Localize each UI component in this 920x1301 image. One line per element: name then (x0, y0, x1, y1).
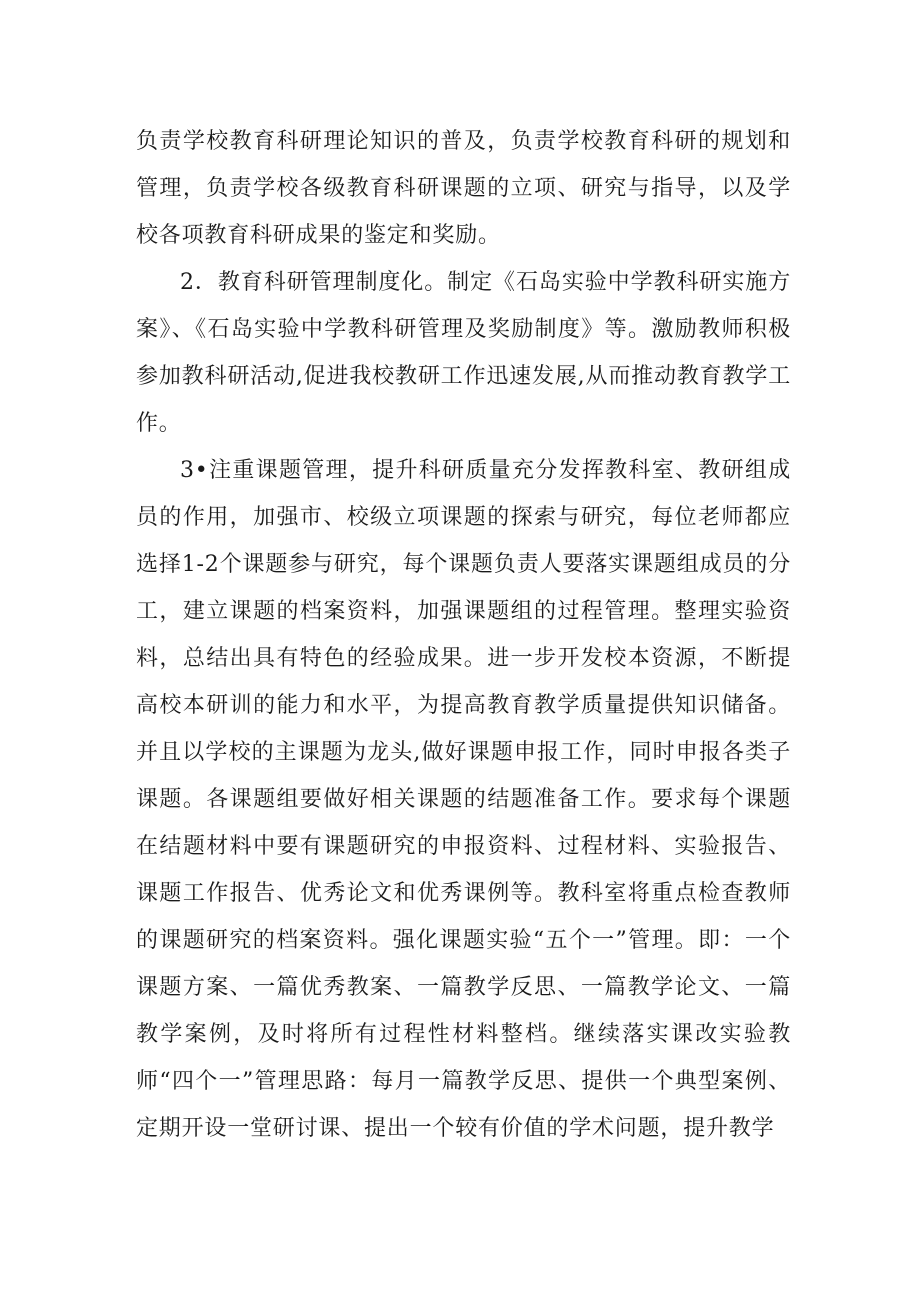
paragraph-item-3: 3•注重课题管理，提升科研质量充分发挥教科室、教研组成员的作用，加强市、校级立项课题的探索与研究，每位老师都应选择1-2个课题参与研究，每个课题负责人要落实课题组成员的分工，建立课题的档案资料，加强课题组的过程管理。整理实验资料，总结出具有特色的经验成果。进一步开发校本资源，不断提高校本研训的能力和水平，为提高教育教学质量提供知识储备。并且以学校的主课题为龙头,做好课题申报工作，同时申报各类子课题。各课题组要做好相关课题的结题准备工作。要求每个课题在结题材料中要有课题研究的申报资料、过程材料、实验报告、课题工作报告、优秀论文和优秀课例等。教科室将重点检查教师的课题研究的档案资料。强化课题实验“五个一”管理。即：一个课题方案、一篇优秀教案、一篇教学反思、一篇教学论文、一篇教学案例，及时将所有过程性材料整档。继续落实课改实验教师“四个一”管理思路：每月一篇教学反思、提供一个典型案例、定期开设一堂研讨课、提出一个较有价值的学术问题，提升教学 (136, 458, 791, 1141)
paragraph-continuation: 负责学校教育科研理论知识的普及，负责学校教育科研的规划和管理，负责学校各级教育科研课题的立项、研究与指导，以及学校各项教育科研成果的鉴定和奖励。 (136, 129, 791, 248)
paragraph-item-2: 2．教育科研管理制度化。制定《石岛实验中学教科研实施方案》、《石岛实验中学教科研管理及奖励制度》等。激励教师积极参加教科研活动,促进我校教研工作迅速发展,从而推动教育教学工作。 (136, 270, 791, 436)
document-body (136, 118, 791, 1152)
